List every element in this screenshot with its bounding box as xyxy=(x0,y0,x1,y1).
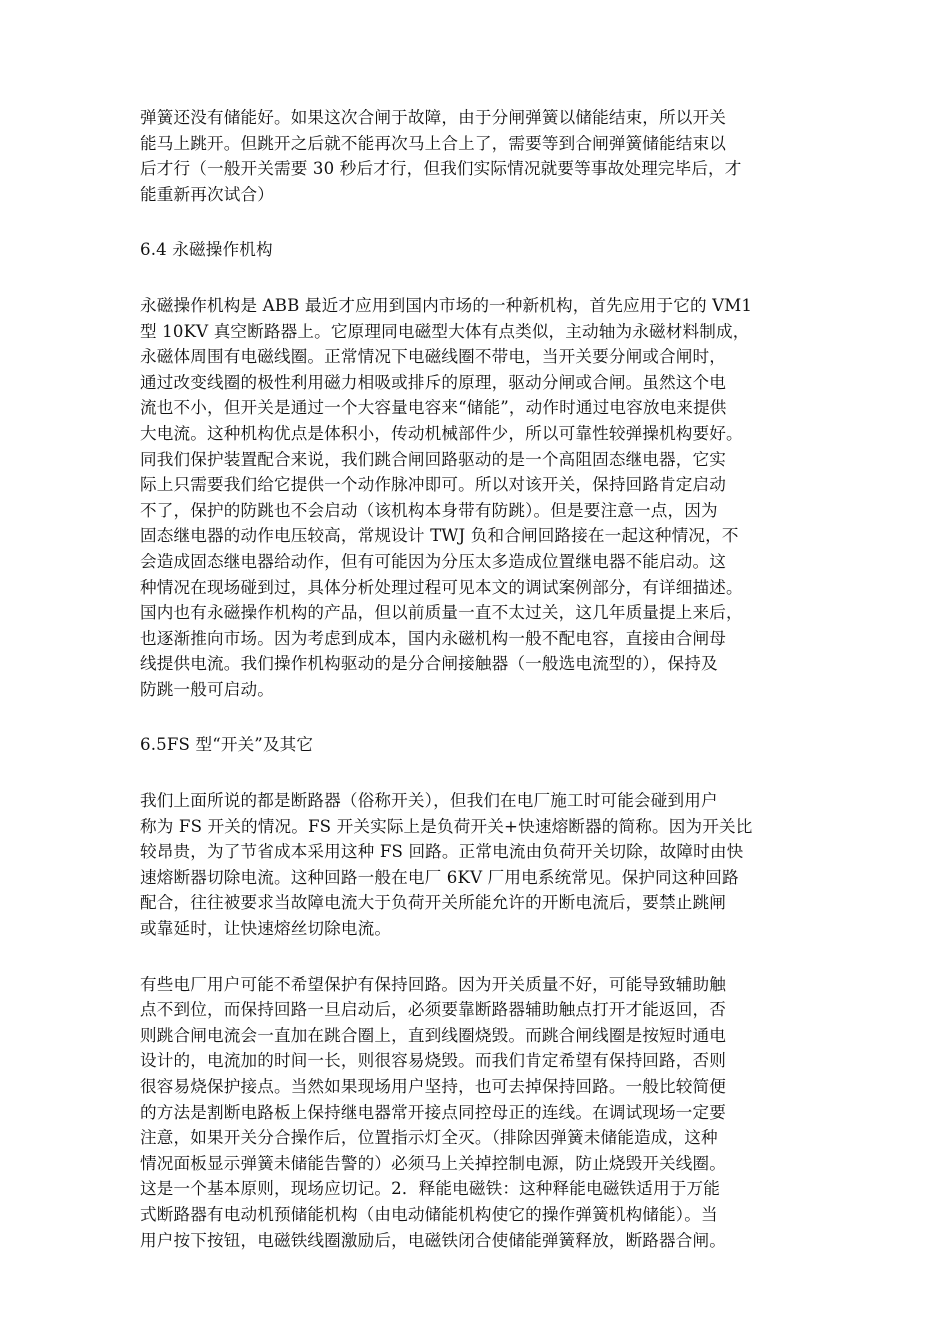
paragraph-spacer xyxy=(140,207,820,237)
paragraph-fs-switch: 我们上面所说的都是断路器（俗称开关），但我们在电厂施工时可能会碰到用户 称为 FS 开关的情况。FS 开关实际上是负荷开关+快速熔断器的简称。因为开关比 较昂贵，为了节省成本采用这种 FS 回路。正常电流由负荷开关切除，故障时由快 速熔断器切除电流。这种回路一般在电厂 6KV 厂用电系统常见。保护同这种回路 配合，往往被要求当故障电流大于负荷开关所能允许的开断电流后，要禁止跳闸 或靠延时，让快速熔丝切除电流。 xyxy=(140,791,753,939)
paragraph-spacer xyxy=(140,758,820,788)
paragraph-spring-energy: 弹簧还没有储能好。如果这次合闸于故障，由于分闸弹簧以储能结束，所以开关 能马上跳开。但跳开之后就不能再次马上合上了，需要等到合闸弹簧储能结束以 后才行（一般开关需要 30 秒后才行，但我们实际情况就要等事故处理完毕后，才 能重新再次试合） xyxy=(140,108,742,204)
paragraph-permanent-magnet-mechanism: 永磁操作机构是 ABB 最近才应用到国内市场的一种新机构，首先应用于它的 VM1 型 10KV 真空断路器上。它原理同电磁型大体有点类似，主动轴为永磁材料制成， 永磁体周围有电磁线圈。正常情况下电磁线圈不带电，当开关要分闸或合闸时， 通过改变线圈的极性利用磁力相吸或排斥的原理，驱动分闸或合闸。虽然这个电 流也不小，但开关是通过一个大容量电容来“储能”，动作时通过电容放电来提供 大电流。这种机构优点是体积小，传动机械部件少，所以可靠性较弹操机构要好。 同我们保护装置配合来说，我们跳合闸回路驱动的是一个高阻固态继电器，它实 际上只需要我们给它提供一个动作脉冲即可。所以对该开关，保持回路肯定启动 不了，保护的防跳也不会启动（该机构本身带有防跳）。但是要注意一点，因为 固态继电器的动作电压较高，常规设计 TWJ 负和合闸回路接在一起这种情况，不 会造成固态继电器给动作，但有可能因为分压太多造成位置继电器不能启动。这 种情况在现场碰到过，具体分析处理过程可见本文的调试案例部分，有详细描述。 国内也有永磁操作机构的产品，但以前质量一直不太过关，这几年质量提上来后， 也逐渐推向市场。因为考虑到成本，国内永磁机构一般不配电容，直接由合闸母 线提供电流。我们操作机构驱动的是分合闸接触器（一般选电流型的），保持及 防跳一般可启动。 xyxy=(140,295,753,699)
document-page xyxy=(140,105,820,1253)
paragraph-spacer xyxy=(140,263,820,293)
paragraph-holding-circuit: 有些电厂用户可能不希望保护有保持回路。因为开关质量不好，可能导致辅助触 点不到位，而保持回路一旦启动后，必须要靠断路器辅助触点打开才能返回，否 则跳合闸电流会一直加在跳合圈上，直到线圈烧毁。而跳合闸线圈是按短时通电 设计的，电流加的时间一长，则很容易烧毁。而我们肯定希望有保持回路，否则 很容易烧保护接点。当然如果现场用户坚持，也可去掉保持回路。一般比较简便 的方法是割断电路板上保持继电器常开接点同控母正的连线。在调试现场一定要 注意，如果开关分合操作后，位置指示灯全灭。（排除因弹簧未储能造成，这种 情况面板显示弹簧未储能告警的）必须马上关掉控制电源，防止烧毁开关线圈。 这是一个基本原则，现场应切记。2．释能电磁铁：这种释能电磁铁适用于万能 式断路器有电动机预储能机构（由电动储能机构使它的操作弹簧机构储能）。当 用户按下按钮，电磁铁线圈激励后，电磁铁闭合使储能弹簧释放，断路器合闸。 xyxy=(140,974,727,1250)
section-heading-6-4: 6.4 永磁操作机构 xyxy=(140,240,273,260)
section-heading-6-5: 6.5FS 型“开关”及其它 xyxy=(140,735,314,755)
paragraph-spacer xyxy=(140,702,820,732)
paragraph-spacer xyxy=(140,942,820,972)
